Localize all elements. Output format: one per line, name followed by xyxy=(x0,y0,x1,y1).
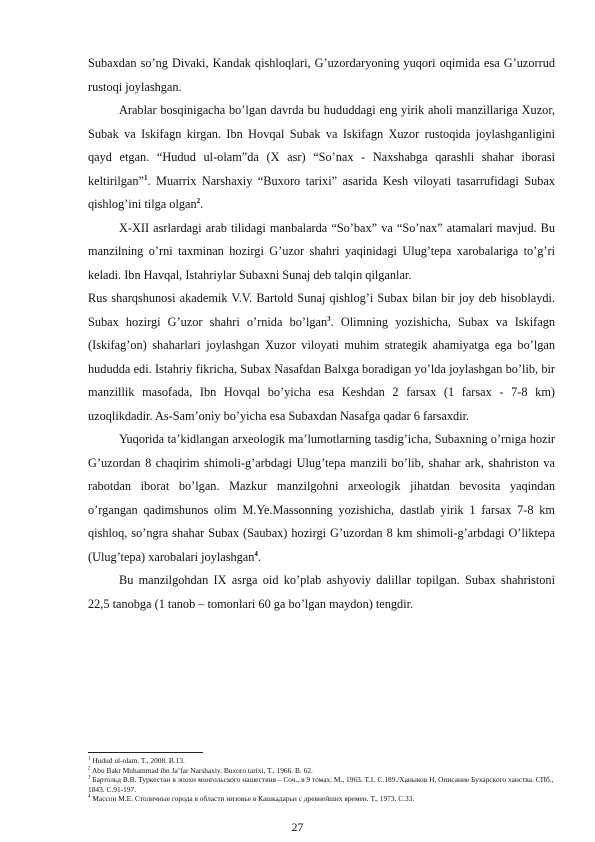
footnote-text: Abu Bakr Muhammad ibn Ja’far Narshaxiy. Buxoro tarixi, T., 1966. B. 62. xyxy=(90,765,313,775)
paragraph xyxy=(88,287,555,428)
paragraph-text: . Muarrix Narshaxiy “Buxoro tarixi” asarida Kesh viloyati tasarrufidagi Subax qishlog’ini tilga olgan xyxy=(88,173,555,211)
paragraph-text: Arablar bosqinigacha bo’lgan davrda bu hududdagi eng yirik aholi manzillariga Xuzor, Subak va Iskifagn kirgan. Ibn Hovqal Subak va Iskifagn Xuzor rustoqida joylashganligini qayd etgan. “Hudud ul-olam”da (X asr) “So’nax - Naxshabga qarashli shahar iborasi keltirilgan” xyxy=(88,103,555,188)
footnote xyxy=(88,756,555,766)
footnote-number: 3 xyxy=(88,775,91,781)
paragraph xyxy=(88,99,555,217)
footnote-number: 4 xyxy=(88,794,91,800)
footnote xyxy=(88,766,555,776)
paragraph-text: Yuqorida ta’kidlangan arxeologik ma’lumotlarning tasdig’icha, Subaxning o’rniga hozir G’uzordan 8 chaqirim shimoli-g’arbdagi Ulug’tepa manzili bo’lib, shahar ark, shahriston va rabotdan iborat bo’lgan. Mazkur manzilgohni arxeologik jihatdan bevosita yaqindan o’rgangan qadimshunos olim M.Ye.Massonning yozishicha, dastlab yirik 1 farsax 7-8 km qishloq, so’ngra shahar Subax (Saubax) hozirgi G’uzordan 8 km shimoli-g’arbdagi O’liktepa (Ulug’tepa) xarobalari joylashgan xyxy=(88,432,555,564)
footnote-text: Массон М.Е. Столичные города в области низовье в Кашкадарьи с древнейших времен. Т., 1973. С.33. xyxy=(90,794,415,804)
footnote xyxy=(88,794,555,804)
footnotes xyxy=(88,756,555,804)
footnote-ref[interactable]: 2 xyxy=(196,196,201,205)
footnote xyxy=(88,775,555,794)
paragraph-text: Bu manzilgohdan IX asrga oid ko’plab ashyoviy dalillar topilgan. Subax shahristoni 22,5 tanobga (1 tanob – tomonlari 60 ga bo’lgan maydon) tengdir. xyxy=(88,573,555,611)
paragraph-text: . xyxy=(200,197,204,211)
page-number: 27 xyxy=(291,820,304,834)
footnote-number: 2 xyxy=(88,766,91,772)
paragraph xyxy=(88,217,555,288)
footnote-text: Бартольд В.В. Туркестан в эпохи монгольского нашествия – Соч., в 9 томах. М., 1963. Т.1. С.189./Ханыков Н. Описание Бухарского ханства. СПб., 1843. С.91-197. xyxy=(88,775,554,794)
body-text xyxy=(88,52,555,616)
paragraph-text: . Olimning yozishicha, Subax va Iskifagn (Iskifag’on) shaharlari joylashgan Xuzor viloyati muhim strategik ahamiyatga ega bo’lgan hududda edi. Istahriy fikricha, Subax Nasafdan Balxga boradigan yo’lda joylashgan bo’lib, bir manzillik masofada, Ibn Hovqal bo’yicha esa Keshdan 2 farsax (1 farsax - 7-8 km) uzoqlikdadir. As-Sam’oniy bo’yicha esa Subaxdan Nasafga qadar 6 farsaxdir. xyxy=(88,314,555,423)
paragraph xyxy=(88,52,555,99)
footnote-divider xyxy=(88,752,203,753)
paragraph-text: X-XII asrlardagi arab tilidagi manbalarda “So’bax” va “So’nax” atamalari mavjud. Bu manzilning o’rni taxminan hozirgi G’uzor shahri yaqinidagi Ulug’tepa xarobalariga to’g’ri keladi. Ibn Havqal, Istahriylar Subaxni Sunaj deb talqin qilganlar. xyxy=(88,220,555,282)
paragraph xyxy=(88,428,555,569)
footnote-ref[interactable]: 3 xyxy=(327,314,331,323)
paragraph-text: . xyxy=(257,549,261,564)
footnote-ref[interactable]: 4 xyxy=(254,549,258,558)
footnote-ref[interactable]: 1 xyxy=(144,173,148,182)
paragraph-text: Subaxdan so’ng Divaki, Kandak qishloqlari, G’uzordaryoning yuqori oqimida esa G’uzorrud rustoqi joylashgan. xyxy=(88,56,555,94)
paragraph xyxy=(88,569,555,616)
paragraph-text: Rus sharqshunosi akademik V.V. Bartold Sunaj qishlog’i Subax bilan bir joy deb hisoblaydi. Subax hozirgi G’uzor shahri o’rnida bo’lgan xyxy=(88,291,555,329)
footnote-number: 1 xyxy=(88,756,91,762)
footnote-text: Hudud ul-olam. T., 2008. B.13. xyxy=(90,756,185,765)
